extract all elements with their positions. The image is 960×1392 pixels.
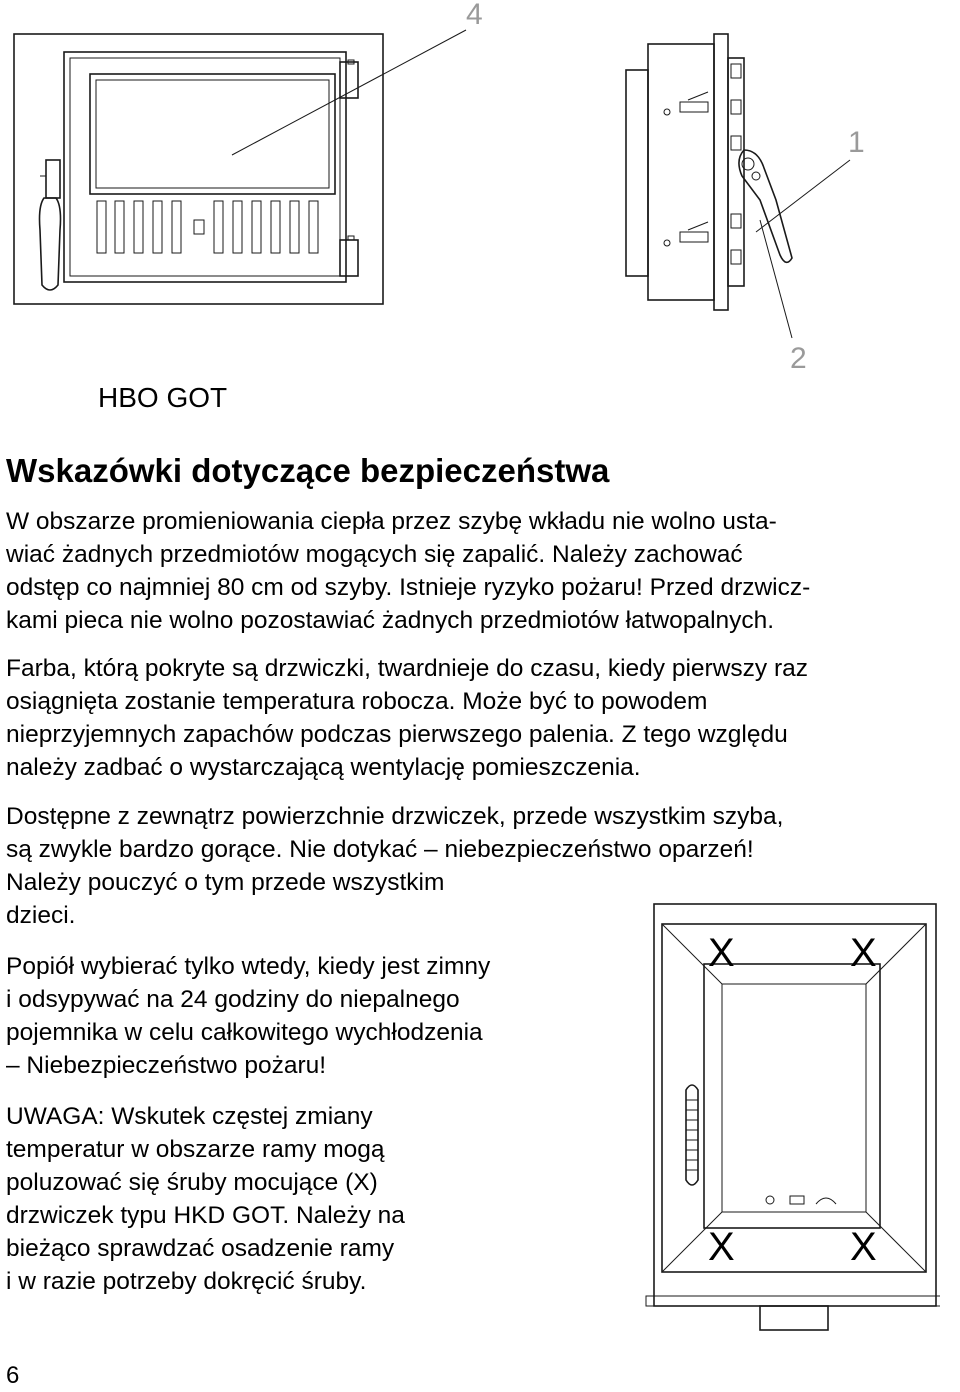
paragraph-line: Dostępne z zewnątrz powierzchnie drzwiczek, przede wszystkim szyba,: [6, 803, 784, 830]
paragraph-line: W obszarze promieniowania ciepła przez szybę wkładu nie wolno usta-: [6, 508, 777, 535]
screw-mark: X: [708, 1225, 735, 1269]
paragraph-line: Farba, którą pokryte są drzwiczki, twardnieje do czasu, kiedy pierwszy raz: [6, 655, 808, 682]
paragraph-line: i w razie potrzeby dokręcić śruby.: [6, 1268, 367, 1295]
paragraph-hot-surfaces: [6, 800, 783, 932]
paragraph-line: – Niebezpieczeństwo pożaru!: [6, 1052, 327, 1079]
paragraph-radiation-warning: [6, 505, 810, 637]
frame-screws-figure: [640, 890, 940, 1350]
paragraph-paint-curing: [6, 652, 808, 784]
paragraph-line: UWAGA: Wskutek częstej zmiany: [6, 1103, 373, 1130]
paragraph-line: osiągnięta zostanie temperatura robocza. Może być to powodem: [6, 688, 708, 715]
paragraph-line: bieżąco sprawdzać osadzenie ramy: [6, 1235, 395, 1262]
page-title: Wskazówki dotyczące bezpieczeństwa: [6, 452, 610, 489]
svg-text:2: 2: [790, 342, 807, 375]
screw-mark: X: [708, 931, 735, 975]
paragraph-line: drzwiczek typu HKD GOT. Należy na: [6, 1202, 405, 1229]
paragraph-ash-disposal: [6, 950, 490, 1082]
paragraph-line: wiać żadnych przedmiotów mogących się zapalić. Należy zachować: [6, 541, 743, 568]
paragraph-line: temperatur w obszarze ramy mogą: [6, 1136, 385, 1163]
paragraph-line: Popiół wybierać tylko wtedy, kiedy jest zimny: [6, 953, 491, 980]
model-label: HBO GOT: [98, 382, 228, 413]
svg-text:4: 4: [466, 0, 483, 31]
paragraph-line: i odsypywać na 24 godziny do niepalnego: [6, 986, 460, 1013]
door-side-view-figure: [600, 0, 900, 400]
door-front-view-figure: [0, 0, 500, 330]
paragraph-line: kami pieca nie wolno pozostawiać żadnych przedmiotów łatwopalnych.: [6, 607, 775, 634]
paragraph-frame-screws-warning: [6, 1100, 405, 1298]
screw-mark: X: [850, 1225, 877, 1269]
screw-mark: X: [850, 931, 877, 975]
paragraph-line: dzieci.: [6, 902, 76, 929]
paragraph-line: odstęp co najmniej 80 cm od szyby. Istnieje ryzyko pożaru! Przed drzwicz-: [6, 574, 811, 601]
paragraph-line: są zwykle bardzo gorące. Nie dotykać – niebezpieczeństwo oparzeń!: [6, 836, 754, 863]
paragraph-line: poluzować się śruby mocujące (X): [6, 1169, 378, 1196]
svg-text:1: 1: [848, 126, 865, 159]
paragraph-line: należy zadbać o wystarczającą wentylację pomieszczenia.: [6, 754, 641, 781]
paragraph-line: pojemnika w celu całkowitego wychłodzenia: [6, 1019, 483, 1046]
paragraph-line: nieprzyjemnych zapachów podczas pierwszego palenia. Z tego względu: [6, 721, 788, 748]
page-number: 6: [6, 1362, 20, 1389]
paragraph-line: Należy pouczyć o tym przede wszystkim: [6, 869, 445, 896]
